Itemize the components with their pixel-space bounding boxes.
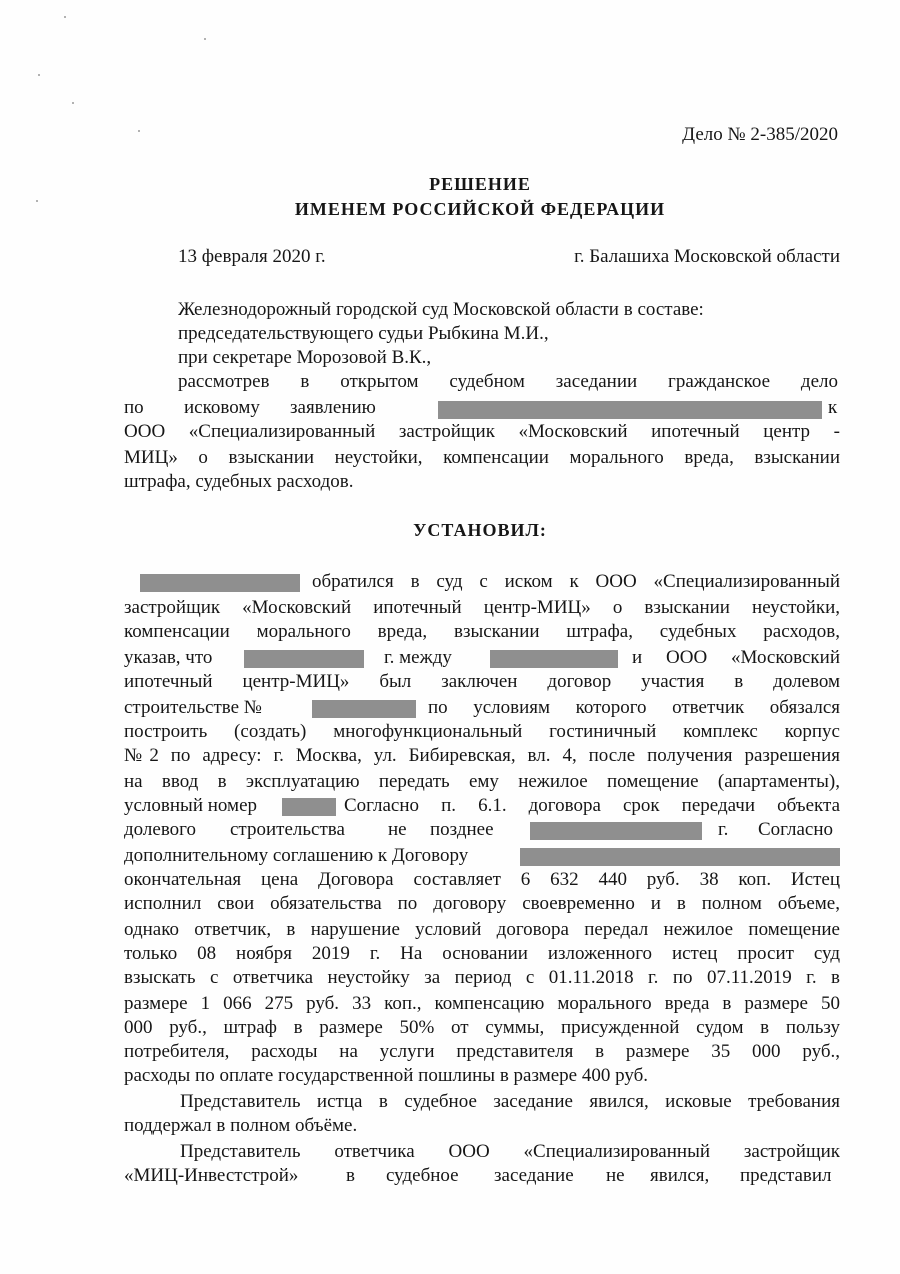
body-word: представил — [740, 1165, 832, 1186]
body-word: Согласно — [758, 819, 834, 840]
body-line: взыскать с ответчика неустойку за период с 01.11.2018 г. по 07.11.2019 г. в — [124, 967, 840, 988]
intro-word: исковому — [184, 397, 260, 418]
body-line: размере 1 066 275 руб. 33 коп., компенсацию морального вреда в размере 50 — [124, 993, 840, 1014]
body-word: не — [388, 819, 407, 840]
body-line: поддержал в полном объёме. — [124, 1115, 358, 1136]
body-word: условный номер — [124, 795, 257, 816]
intro-line: ООО «Специализированный застройщик «Московский ипотечный центр - — [124, 421, 840, 442]
decision-place: г. Балашиха Московской области — [574, 246, 840, 267]
body-word: не — [606, 1165, 625, 1186]
decision-date: 13 февраля 2020 г. — [178, 246, 326, 267]
body-line: застройщик «Московский ипотечный центр-МИЦ» о взыскании неустойки, — [124, 597, 840, 618]
body-line: Представитель истца в судебное заседание явился, исковые требования — [180, 1091, 840, 1112]
body-word: заседание — [494, 1165, 574, 1186]
body-word: указав, что — [124, 647, 213, 668]
body-line: исполнил свои обязательства по договору своевременно и в полном объеме, — [124, 893, 840, 914]
body-line: ипотечный центр-МИЦ» был заключен договор участия в долевом — [124, 671, 840, 692]
body-word: «МИЦ-Инвестстрой» — [124, 1165, 299, 1186]
body-line: обратился в суд с иском к ООО «Специализированный — [312, 571, 840, 592]
scan-speck — [204, 38, 206, 40]
body-word: в — [346, 1165, 355, 1186]
intro-word: заявлению — [290, 397, 376, 418]
section-heading: УСТАНОВИЛ: — [413, 520, 547, 540]
redacted-unit-number — [282, 798, 336, 816]
document-subtitle: ИМЕНЕМ РОССИЙСКОЙ ФЕДЕРАЦИИ — [294, 199, 666, 219]
intro-word: по — [124, 397, 144, 418]
body-line: на ввод в эксплуатацию передать ему нежилое помещение (апартаменты), — [124, 771, 840, 792]
intro-line: рассмотрев в открытом судебном заседании гражданское дело — [178, 371, 838, 392]
body-line: построить (создать) многофункциональный гостиничный комплекс корпус — [124, 721, 840, 742]
redacted-date — [244, 650, 364, 668]
intro-line: штрафа, судебных расходов. — [124, 471, 354, 492]
body-line: Представитель ответчика ООО «Специализированный застройщик — [180, 1141, 840, 1162]
body-line: потребителя, расходы на услуги представителя в размере 35 000 руб., — [124, 1041, 840, 1062]
intro-line: при секретаре Морозовой В.К., — [178, 347, 432, 368]
body-line: расходы по оплате государственной пошлины в размере 400 руб. — [124, 1065, 649, 1086]
scan-speck — [138, 130, 140, 132]
redacted-deadline-date — [530, 822, 702, 840]
document-title: РЕШЕНИЕ — [429, 174, 531, 194]
body-word: долевого — [124, 819, 196, 840]
scan-speck — [38, 74, 40, 76]
body-word: явился, — [650, 1165, 710, 1186]
body-line: однако ответчик, в нарушение условий договора передал нежилое помещение — [124, 919, 840, 940]
body-word: г. — [718, 819, 729, 840]
body-word: строительстве № — [124, 697, 262, 718]
body-word: Согласно п. 6.1. договора срок передачи объекта — [344, 795, 840, 816]
intro-line: Железнодорожный городской суд Московской области в составе: — [178, 299, 704, 320]
redacted-party-name — [490, 650, 618, 668]
body-line: №2 по адресу: г. Москва, ул. Бибиревская, вл. 4, после получения разрешения — [124, 745, 840, 766]
redacted-agreement-details — [520, 848, 840, 866]
body-line: только 08 ноября 2019 г. На основании изложенного истец просит суд — [124, 943, 840, 964]
body-line: 000 руб., штраф в размере 50% от суммы, присужденной судом в пользу — [124, 1017, 840, 1038]
body-word: позднее — [430, 819, 494, 840]
body-line: окончательная цена Договора составляет 6 632 440 руб. 38 коп. Истец — [124, 869, 840, 890]
body-word: по условиям которого ответчик обязался — [428, 697, 840, 718]
intro-word: к — [828, 397, 838, 418]
body-word: г. между — [384, 647, 452, 668]
redacted-plaintiff-name — [140, 574, 300, 592]
intro-line: председательствующего судьи Рыбкина М.И., — [178, 323, 549, 344]
intro-line: МИЦ» о взыскании неустойки, компенсации морального вреда, взыскании — [124, 447, 840, 468]
case-number: Дело № 2-385/2020 — [682, 124, 838, 145]
body-word: и ООО «Московский — [632, 647, 840, 668]
body-word: дополнительному соглашению к Договору — [124, 845, 469, 866]
redacted-contract-number — [312, 700, 416, 718]
body-word: судебное — [386, 1165, 459, 1186]
scan-speck — [64, 16, 66, 18]
redacted-plaintiff-name — [438, 401, 822, 419]
scan-speck — [72, 102, 74, 104]
body-line: компенсации морального вреда, взыскании штрафа, судебных расходов, — [124, 621, 840, 642]
body-word: строительства — [230, 819, 345, 840]
